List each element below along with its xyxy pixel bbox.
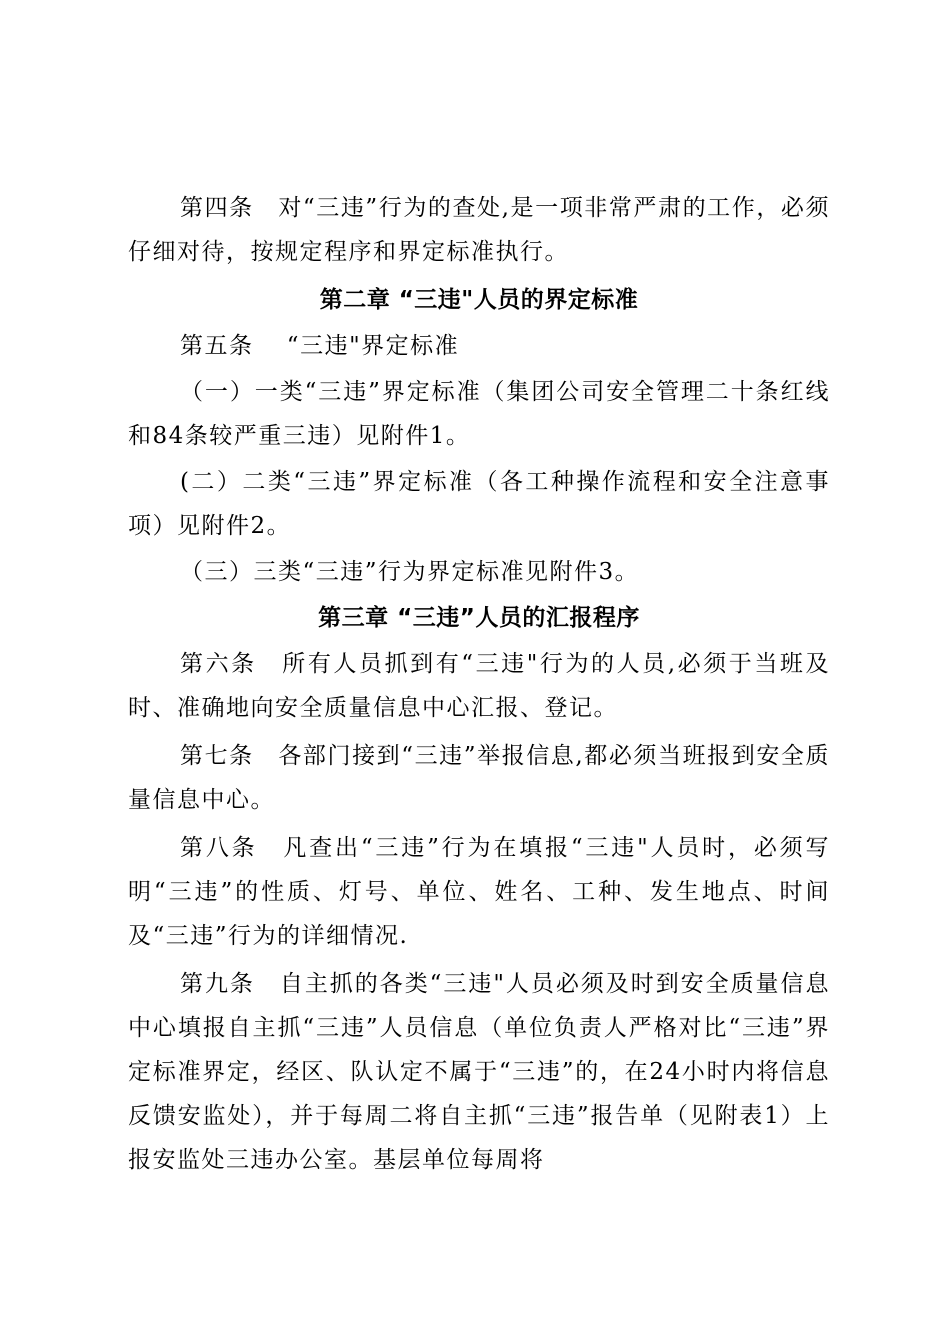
article-8: 第八条 凡查出“三违”行为在填报“三违"人员时，必须写明“三违”的性质、灯号、单位、姓名、工种、发生地点、时间及“三违”行为的详细情况. xyxy=(128,835,830,949)
clause-3: （三）三类“三违”行为界定标准见附件3。 xyxy=(180,559,640,585)
document-body xyxy=(128,186,830,1182)
article-4: 第四条 对“三违”行为的查处,是一项非常严肃的工作，必须仔细对待，按规定程序和界定标准执行。 xyxy=(128,195,830,265)
clause-2: (二）二类“三违”界定标准（各工种操作流程和安全注意事项）见附件2。 xyxy=(128,469,830,539)
article-5: 第五条 “三违"界定标准 xyxy=(180,333,460,359)
article-6: 第六条 所有人员抓到有“三违"行为的人员,必须于当班及时、准确地向安全质量信息中心汇报、登记。 xyxy=(128,651,830,721)
article-9: 第九条 自主抓的各类“三违"人员必须及时到安全质量信息中心填报自主抓“三违”人员信息（单位负责人严格对比“三违”界定标准界定，经区、队认定不属于“三违”的，在24小时内将信息反馈安监处），并于每周二将自主抓“三违”报告单（见附表1）上报安监处三违办公室。基层单位每周将 xyxy=(128,971,830,1173)
article-7: 第七条 各部门接到“三违”举报信息,都必须当班报到安全质量信息中心。 xyxy=(128,743,830,813)
clause-1: （一）一类“三违”界定标准（集团公司安全管理二十条红线和84条较严重三违）见附件1。 xyxy=(128,379,830,449)
chapter-2-heading: 第二章 “三违"人员的界定标准 xyxy=(319,287,639,313)
chapter-3-heading: 第三章 “三违”人员的汇报程序 xyxy=(318,605,640,631)
